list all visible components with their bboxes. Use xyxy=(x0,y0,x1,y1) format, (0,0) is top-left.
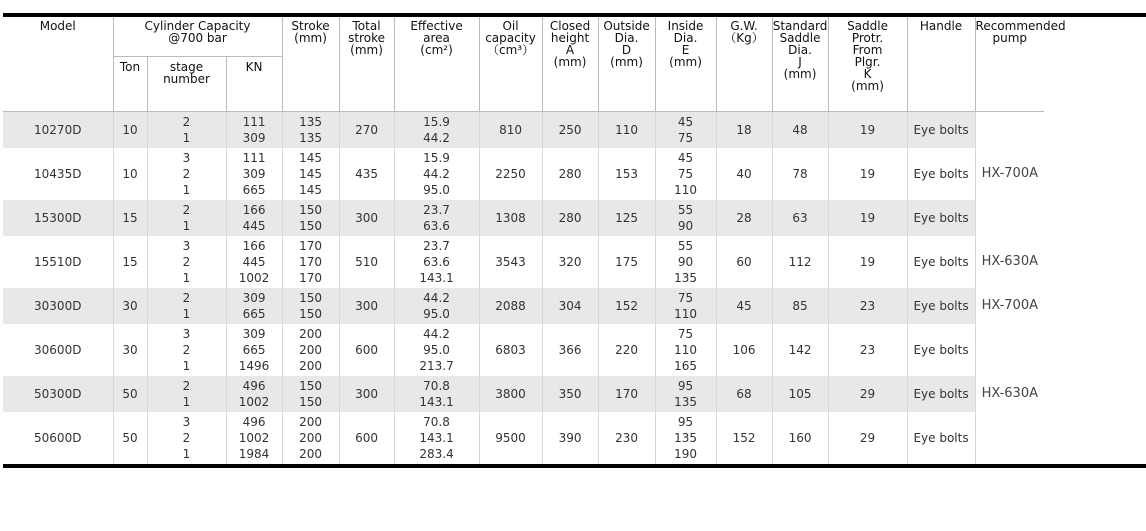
effective-area-cell-line: 15.9 xyxy=(423,115,450,129)
model-cell: 30600D xyxy=(3,324,113,376)
kn-cell-line: 309 xyxy=(242,131,266,145)
model-cell: 10270D xyxy=(3,112,113,149)
saddle-dia-cell: 105 xyxy=(772,376,828,412)
model-cell: 30300D xyxy=(3,288,113,324)
effective-area-cell xyxy=(394,236,479,288)
inside-dia-cell-line: 75 xyxy=(677,327,694,341)
stage-number-cell-line: 2 xyxy=(182,379,191,393)
model-cell: 50300D xyxy=(3,376,113,412)
gw-cell: 45 xyxy=(716,288,772,324)
header-total-stroke: Total stroke (mm) xyxy=(339,15,394,112)
outside-dia-cell: 230 xyxy=(598,412,655,466)
recommended-pump-cell: HX-630A xyxy=(975,236,1044,288)
stroke-cell xyxy=(282,148,339,200)
total-stroke-cell: 270 xyxy=(339,112,394,149)
table-body xyxy=(3,112,1146,467)
saddle-dia-cell: 85 xyxy=(772,288,828,324)
kn-cell xyxy=(226,200,282,236)
inside-dia-cell-line: 165 xyxy=(674,359,697,373)
oil-capacity-cell: 2088 xyxy=(479,288,542,324)
kn-cell-line: 496 xyxy=(242,415,266,429)
stage-number-cell xyxy=(147,236,226,288)
effective-area-cell-line: 143.1 xyxy=(419,431,454,445)
recommended-pump-cell: HX-700A xyxy=(975,112,1044,237)
closed-height-cell: 390 xyxy=(542,412,598,466)
stage-number-cell-line: 1 xyxy=(182,271,191,285)
stage-number-cell xyxy=(147,148,226,200)
effective-area-cell-line: 15.9 xyxy=(423,151,450,165)
stroke-cell-line: 145 xyxy=(299,151,322,165)
table-row xyxy=(3,236,1146,288)
stroke-cell xyxy=(282,324,339,376)
effective-area-cell-line: 23.7 xyxy=(423,239,450,253)
outside-dia-cell: 220 xyxy=(598,324,655,376)
stage-number-cell xyxy=(147,324,226,376)
outside-dia-cell: 170 xyxy=(598,376,655,412)
outside-dia-cell: 153 xyxy=(598,148,655,200)
effective-area-cell-line: 44.2 xyxy=(423,327,450,341)
kn-cell-line: 665 xyxy=(242,183,266,197)
saddle-protr-cell: 29 xyxy=(828,376,907,412)
ton-cell: 50 xyxy=(113,412,147,466)
header-ton: Ton xyxy=(113,57,147,112)
inside-dia-cell-line: 45 xyxy=(677,115,694,129)
stroke-cell-line: 170 xyxy=(299,255,322,269)
outside-dia-cell: 125 xyxy=(598,200,655,236)
stroke-cell-line: 200 xyxy=(299,431,322,445)
gw-cell: 106 xyxy=(716,324,772,376)
stroke-cell xyxy=(282,288,339,324)
saddle-protr-cell: 23 xyxy=(828,288,907,324)
inside-dia-cell-line: 75 xyxy=(677,131,694,145)
header-saddle-dia: Standard Saddle Dia. J (mm) xyxy=(772,15,828,112)
model-cell: 50600D xyxy=(3,412,113,466)
saddle-dia-cell: 142 xyxy=(772,324,828,376)
closed-height-cell: 304 xyxy=(542,288,598,324)
saddle-protr-cell: 19 xyxy=(828,112,907,149)
inside-dia-cell xyxy=(655,412,716,466)
inside-dia-cell xyxy=(655,324,716,376)
total-stroke-cell: 435 xyxy=(339,148,394,200)
handle-cell: Eye bolts xyxy=(907,412,975,466)
saddle-protr-cell: 19 xyxy=(828,200,907,236)
gw-cell: 28 xyxy=(716,200,772,236)
kn-cell-line: 1002 xyxy=(238,395,270,409)
effective-area-cell xyxy=(394,376,479,412)
stage-number-cell-line: 2 xyxy=(182,431,191,445)
header-closed-height: Closed height A (mm) xyxy=(542,15,598,112)
kn-cell-line: 111 xyxy=(242,115,266,129)
effective-area-cell-line: 44.2 xyxy=(423,291,450,305)
model-cell: 15300D xyxy=(3,200,113,236)
inside-dia-cell-line: 110 xyxy=(674,343,697,357)
closed-height-cell: 320 xyxy=(542,236,598,288)
stage-number-cell-line: 2 xyxy=(182,343,191,357)
stage-number-cell-line: 3 xyxy=(182,151,191,165)
stage-number-cell-line: 2 xyxy=(182,167,191,181)
stroke-cell-line: 150 xyxy=(299,203,322,217)
stroke-cell-line: 170 xyxy=(299,239,322,253)
effective-area-cell-line: 44.2 xyxy=(423,167,450,181)
header-model: Model xyxy=(3,15,113,112)
stage-number-cell-line: 1 xyxy=(182,131,191,145)
ton-cell: 30 xyxy=(113,288,147,324)
kn-cell-line: 309 xyxy=(242,327,266,341)
inside-dia-cell xyxy=(655,148,716,200)
header-saddle-protr: Saddle Protr. From Plgr. K (mm) xyxy=(828,15,907,112)
saddle-dia-cell: 160 xyxy=(772,412,828,466)
gw-cell: 40 xyxy=(716,148,772,200)
closed-height-cell: 366 xyxy=(542,324,598,376)
oil-capacity-cell: 6803 xyxy=(479,324,542,376)
kn-cell-line: 166 xyxy=(242,203,266,217)
inside-dia-cell-line: 55 xyxy=(677,239,694,253)
kn-cell-line: 665 xyxy=(242,343,266,357)
effective-area-cell-line: 143.1 xyxy=(419,271,454,285)
effective-area-cell-line: 283.4 xyxy=(419,447,454,461)
inside-dia-cell-line: 45 xyxy=(677,151,694,165)
oil-capacity-cell: 3800 xyxy=(479,376,542,412)
saddle-dia-cell: 48 xyxy=(772,112,828,149)
effective-area-cell xyxy=(394,288,479,324)
ton-cell: 10 xyxy=(113,112,147,149)
header-outside-dia: Outside Dia. D (mm) xyxy=(598,15,655,112)
closed-height-cell: 280 xyxy=(542,148,598,200)
header-stage-number: stage number xyxy=(147,57,226,112)
kn-cell-line: 1002 xyxy=(238,271,270,285)
total-stroke-cell: 510 xyxy=(339,236,394,288)
inside-dia-cell-line: 75 xyxy=(677,167,694,181)
stroke-cell-line: 150 xyxy=(299,395,322,409)
total-stroke-cell: 300 xyxy=(339,288,394,324)
oil-capacity-cell: 2250 xyxy=(479,148,542,200)
stage-number-cell xyxy=(147,112,226,149)
stroke-cell xyxy=(282,112,339,149)
table-row xyxy=(3,148,1146,200)
effective-area-cell-line: 23.7 xyxy=(423,203,450,217)
kn-cell-line: 445 xyxy=(242,219,266,233)
gw-cell: 60 xyxy=(716,236,772,288)
kn-cell-line: 111 xyxy=(242,151,266,165)
header-cylinder-capacity: Cylinder Capacity @700 bar xyxy=(113,15,282,57)
oil-capacity-cell: 3543 xyxy=(479,236,542,288)
handle-cell: Eye bolts xyxy=(907,324,975,376)
header-inside-dia: Inside Dia. E (mm) xyxy=(655,15,716,112)
inside-dia-cell-line: 55 xyxy=(677,203,694,217)
stroke-cell-line: 150 xyxy=(299,307,322,321)
stroke-cell xyxy=(282,376,339,412)
kn-cell xyxy=(226,112,282,149)
oil-capacity-cell: 9500 xyxy=(479,412,542,466)
kn-cell xyxy=(226,288,282,324)
outside-dia-cell: 110 xyxy=(598,112,655,149)
stage-number-cell xyxy=(147,376,226,412)
inside-dia-cell-line: 135 xyxy=(674,271,697,285)
inside-dia-cell xyxy=(655,112,716,149)
effective-area-cell-line: 70.8 xyxy=(423,379,450,393)
effective-area-cell-line: 213.7 xyxy=(419,359,454,373)
stage-number-cell-line: 2 xyxy=(182,115,191,129)
effective-area-cell xyxy=(394,112,479,149)
inside-dia-cell xyxy=(655,288,716,324)
kn-cell xyxy=(226,324,282,376)
stroke-cell-line: 145 xyxy=(299,183,322,197)
effective-area-cell-line: 95.0 xyxy=(423,183,450,197)
stage-number-cell-line: 1 xyxy=(182,359,191,373)
inside-dia-cell xyxy=(655,236,716,288)
ton-cell: 15 xyxy=(113,236,147,288)
kn-cell-line: 1002 xyxy=(238,431,270,445)
saddle-protr-cell: 23 xyxy=(828,324,907,376)
outside-dia-cell: 152 xyxy=(598,288,655,324)
inside-dia-cell xyxy=(655,200,716,236)
stroke-cell-line: 200 xyxy=(299,359,322,373)
saddle-protr-cell: 29 xyxy=(828,412,907,466)
stage-number-cell-line: 1 xyxy=(182,183,191,197)
ton-cell: 15 xyxy=(113,200,147,236)
inside-dia-cell-line: 75 xyxy=(677,291,694,305)
gw-cell: 68 xyxy=(716,376,772,412)
stroke-cell xyxy=(282,412,339,466)
table-row xyxy=(3,288,1146,324)
stage-number-cell-line: 2 xyxy=(182,255,191,269)
kn-cell-line: 1496 xyxy=(238,359,270,373)
saddle-dia-cell: 63 xyxy=(772,200,828,236)
stage-number-cell-line: 3 xyxy=(182,327,191,341)
inside-dia-cell-line: 90 xyxy=(677,219,694,233)
stroke-cell-line: 200 xyxy=(299,343,322,357)
handle-cell: Eye bolts xyxy=(907,200,975,236)
total-stroke-cell: 300 xyxy=(339,200,394,236)
stage-number-cell-line: 3 xyxy=(182,239,191,253)
ton-cell: 10 xyxy=(113,148,147,200)
kn-cell-line: 665 xyxy=(242,307,266,321)
header-effective-area: Effective area (cm²) xyxy=(394,15,479,112)
recommended-pump-cell: HX-700A xyxy=(975,288,1044,324)
stroke-cell-line: 135 xyxy=(299,131,322,145)
saddle-protr-cell: 19 xyxy=(828,236,907,288)
table-row xyxy=(3,324,1146,376)
stage-number-cell-line: 2 xyxy=(182,203,191,217)
ton-cell: 30 xyxy=(113,324,147,376)
closed-height-cell: 250 xyxy=(542,112,598,149)
recommended-pump-cell: HX-630A xyxy=(975,324,1044,466)
stage-number-cell xyxy=(147,412,226,466)
handle-cell: Eye bolts xyxy=(907,288,975,324)
inside-dia-cell-line: 135 xyxy=(674,431,697,445)
saddle-dia-cell: 112 xyxy=(772,236,828,288)
gw-cell: 18 xyxy=(716,112,772,149)
inside-dia-cell-line: 90 xyxy=(677,255,694,269)
effective-area-cell-line: 44.2 xyxy=(423,131,450,145)
kn-cell-line: 1984 xyxy=(238,447,270,461)
stage-number-cell-line: 1 xyxy=(182,395,191,409)
stroke-cell-line: 150 xyxy=(299,291,322,305)
stage-number-cell-line: 2 xyxy=(182,291,191,305)
kn-cell xyxy=(226,412,282,466)
table-row xyxy=(3,376,1146,412)
stage-number-cell-line: 1 xyxy=(182,447,191,461)
saddle-protr-cell: 19 xyxy=(828,148,907,200)
inside-dia-cell-line: 95 xyxy=(677,379,694,393)
effective-area-cell-line: 143.1 xyxy=(419,395,454,409)
stroke-cell-line: 170 xyxy=(299,271,322,285)
inside-dia-cell-line: 110 xyxy=(674,183,697,197)
stroke-cell-line: 200 xyxy=(299,447,322,461)
table-row xyxy=(3,412,1146,466)
stage-number-cell-line: 1 xyxy=(182,307,191,321)
gw-cell: 152 xyxy=(716,412,772,466)
header-kn: KN xyxy=(226,57,282,112)
stroke-cell-line: 200 xyxy=(299,415,322,429)
header-gw: G.W. （Kg） xyxy=(716,15,772,112)
stage-number-cell-line: 1 xyxy=(182,219,191,233)
total-stroke-cell: 600 xyxy=(339,324,394,376)
closed-height-cell: 350 xyxy=(542,376,598,412)
stroke-cell-line: 200 xyxy=(299,327,322,341)
model-cell: 10435D xyxy=(3,148,113,200)
inside-dia-cell xyxy=(655,376,716,412)
inside-dia-cell-line: 190 xyxy=(674,447,697,461)
stage-number-cell-line: 3 xyxy=(182,415,191,429)
cylinder-spec-table xyxy=(3,13,1146,468)
table-row xyxy=(3,200,1146,236)
effective-area-cell-line: 63.6 xyxy=(423,219,450,233)
kn-cell-line: 445 xyxy=(242,255,266,269)
header-oil-capacity: Oil capacity （cm³） xyxy=(479,15,542,112)
inside-dia-cell-line: 110 xyxy=(674,307,697,321)
handle-cell: Eye bolts xyxy=(907,376,975,412)
model-cell: 15510D xyxy=(3,236,113,288)
kn-cell-line: 309 xyxy=(242,291,266,305)
total-stroke-cell: 600 xyxy=(339,412,394,466)
oil-capacity-cell: 1308 xyxy=(479,200,542,236)
saddle-dia-cell: 78 xyxy=(772,148,828,200)
stroke-cell-line: 145 xyxy=(299,167,322,181)
inside-dia-cell-line: 135 xyxy=(674,395,697,409)
oil-capacity-cell: 810 xyxy=(479,112,542,149)
effective-area-cell-line: 70.8 xyxy=(423,415,450,429)
closed-height-cell: 280 xyxy=(542,200,598,236)
stroke-cell-line: 150 xyxy=(299,379,322,393)
handle-cell: Eye bolts xyxy=(907,112,975,149)
kn-cell-line: 309 xyxy=(242,167,266,181)
header-recommended-pump: Recommended pump xyxy=(975,15,1044,112)
effective-area-cell xyxy=(394,324,479,376)
table-header xyxy=(3,15,1146,112)
header-handle: Handle xyxy=(907,15,975,112)
total-stroke-cell: 300 xyxy=(339,376,394,412)
stroke-cell-line: 135 xyxy=(299,115,322,129)
kn-cell xyxy=(226,236,282,288)
stroke-cell xyxy=(282,236,339,288)
handle-cell: Eye bolts xyxy=(907,148,975,200)
kn-cell-line: 496 xyxy=(242,379,266,393)
effective-area-cell xyxy=(394,148,479,200)
effective-area-cell-line: 63.6 xyxy=(423,255,450,269)
effective-area-cell xyxy=(394,412,479,466)
effective-area-cell-line: 95.0 xyxy=(423,343,450,357)
kn-cell xyxy=(226,148,282,200)
stage-number-cell xyxy=(147,200,226,236)
kn-cell xyxy=(226,376,282,412)
stroke-cell-line: 150 xyxy=(299,219,322,233)
effective-area-cell xyxy=(394,200,479,236)
ton-cell: 50 xyxy=(113,376,147,412)
stage-number-cell xyxy=(147,288,226,324)
kn-cell-line: 166 xyxy=(242,239,266,253)
outside-dia-cell: 175 xyxy=(598,236,655,288)
table-row xyxy=(3,112,1146,149)
effective-area-cell-line: 95.0 xyxy=(423,307,450,321)
inside-dia-cell-line: 95 xyxy=(677,415,694,429)
spec-table-wrapper xyxy=(3,13,1096,468)
header-stroke: Stroke (mm) xyxy=(282,15,339,112)
stroke-cell xyxy=(282,200,339,236)
handle-cell: Eye bolts xyxy=(907,236,975,288)
